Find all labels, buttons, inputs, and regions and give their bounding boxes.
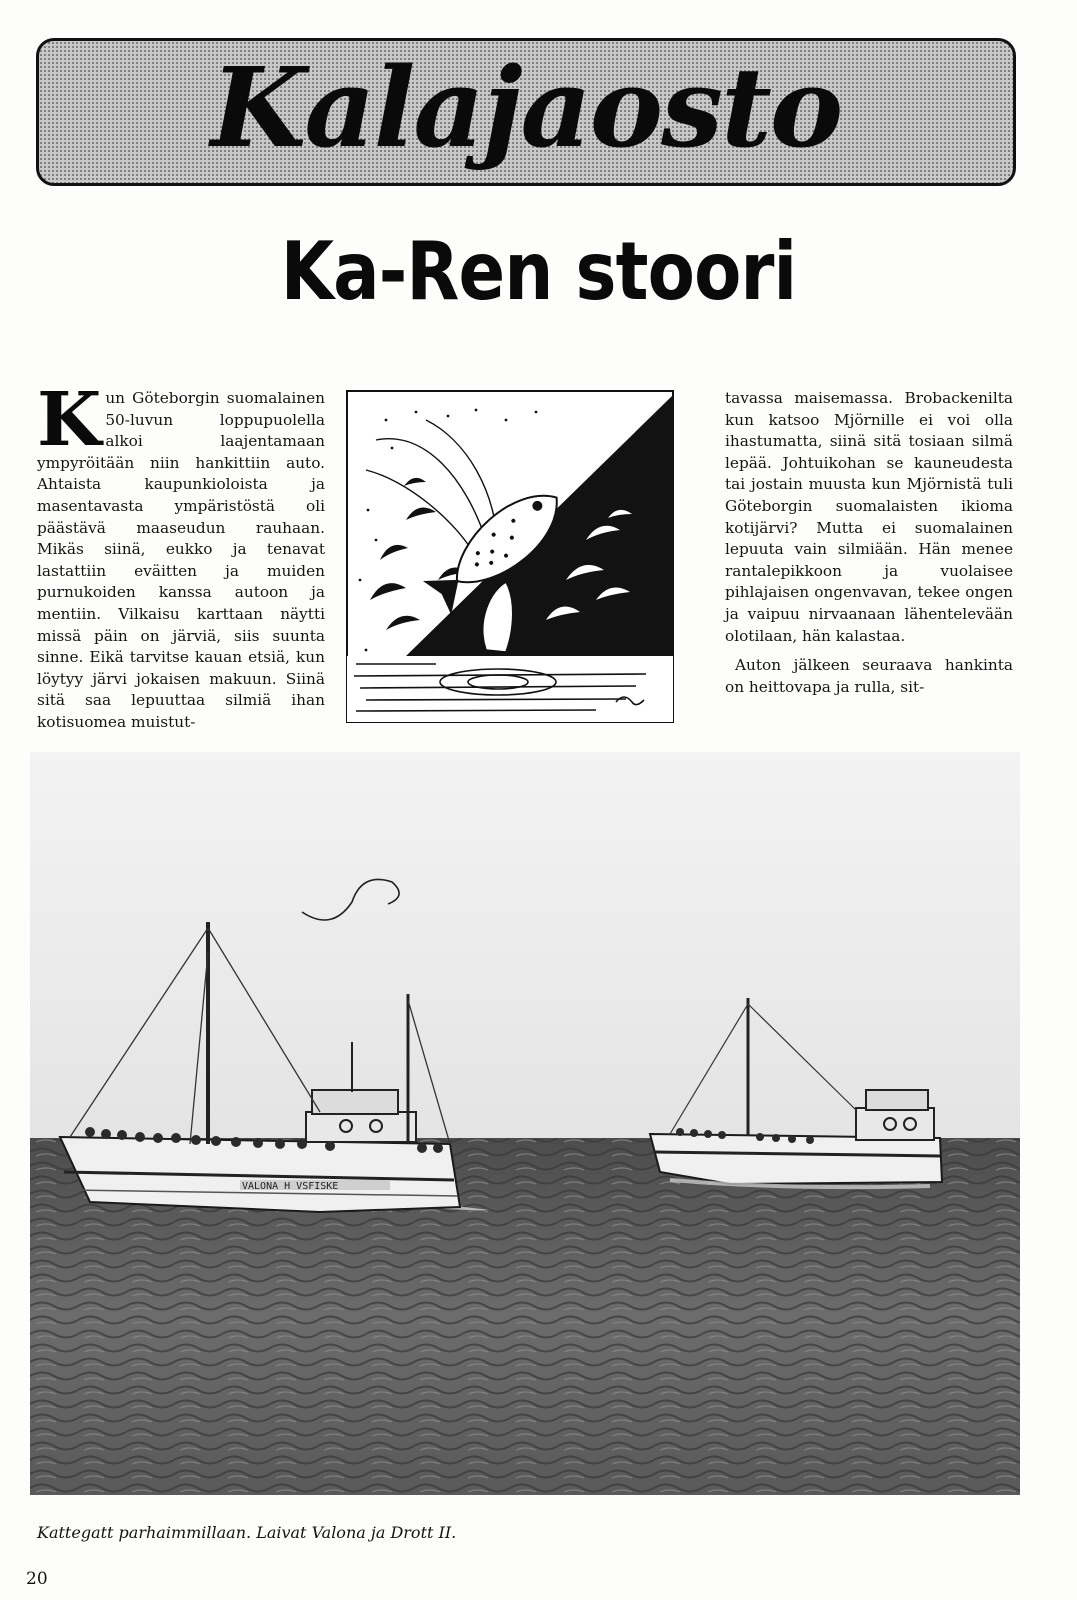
page-number: 20 [26, 1569, 48, 1589]
two-fishing-boats-photo-icon [30, 752, 1020, 1495]
article-column-right [725, 388, 1013, 698]
boat-hull-text: VALONA H VSFISKE [242, 1181, 339, 1192]
article-title: Ka-Ren stoori [280, 225, 797, 318]
jumping-fish-drawing-icon [346, 390, 674, 723]
article-paragraph [37, 377, 325, 734]
section-title: Kalajaosto [210, 43, 842, 172]
dropcap: K [37, 377, 102, 463]
article-text: un Göteborgin suomalainen 50-luvun loppupuolella alkoi laajentamaan ympyröitään niin hankittiin auto. Ahtaista kaupunkioloista ja masentavasta ympäristöstä oli päästävä maaseudun rauhaan. Mikäs siinä, eukko ja tenavat lastattiin eväitten ja muiden purnukoiden kanssa autoon ja mentiin. Vilkaisu karttaan näytti missä päin on järviä, siis suunta sinne. Eikä tarvitse kauan etsiä, kun löytyy järvi jokaisen makuun. Siinä sitä saa lepuuttaa silmiä ihan kotisuomea muistut- [37, 389, 325, 731]
article-column-left [37, 377, 325, 734]
section-header [36, 38, 1016, 186]
article-paragraph: Auton jälkeen seuraava hankinta on heittovapa ja rulla, sit- [725, 656, 1013, 696]
article-paragraph: tavassa maisemassa. Brobackenilta kun katsoo Mjörnille ei voi olla ihastumatta, siinä sitä tosiaan silmä lepää. Johtuikohan se kauneudesta tai jostain muusta kun Mjörnistä tuli Göteborgin suomalaisten ikioma kotijärvi? Mutta ei suomalainen lepuuta vain silmiään. Hän menee rantalepikkoon ja vuolaisee pihlajaisen ongenvavan, tekee ongen ja vaipuu nirvaanaan lähentelevään olotilaan, hän kalastaa. [725, 389, 1013, 645]
photo-caption: Kattegatt parhaimmillaan. Laivat Valona ja Drott II. [37, 1523, 457, 1542]
